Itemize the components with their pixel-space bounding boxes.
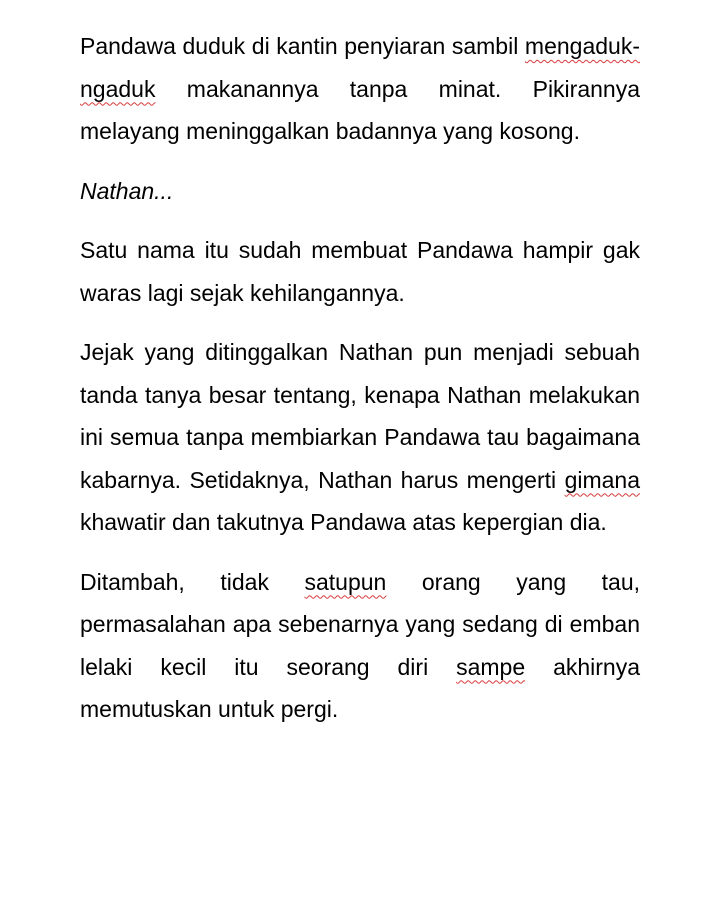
misspelled-word[interactable]: sampe	[456, 653, 526, 680]
misspelled-word[interactable]: gimana	[564, 466, 640, 493]
paragraph-1	[80, 25, 640, 153]
misspelled-word[interactable]: mengaduk-ngaduk	[80, 33, 640, 102]
paragraph-4	[80, 331, 640, 544]
paragraph-3	[80, 229, 640, 314]
text-segment: akhirnya memutuskan untuk pergi.	[80, 653, 641, 722]
text-segment: Ditambah, tidak	[80, 568, 305, 595]
paragraph-5	[80, 561, 640, 731]
text-segment: Jejak yang ditinggalkan Nathan pun menjadi sebuah tanda tanya besar tentang, kenapa Nathan melakukan ini semua tanpa membiarkan Pandawa tau bagaimana kabarnya. Setidaknya, Nathan harus mengerti	[80, 339, 640, 493]
text-segment: Satu nama itu sudah membuat Pandawa hampir gak waras lagi sejak kehilangannya.	[80, 237, 640, 306]
text-segment: makanannya tanpa minat. Pikirannya melayang meninggalkan badannya yang kosong.	[80, 75, 640, 144]
text-segment: orang yang tau, permasalahan apa sebenarnya yang sedang di emban lelaki kecil itu seorang diri	[80, 568, 640, 680]
text-segment: Nathan...	[80, 177, 174, 204]
text-segment: khawatir dan takutnya Pandawa atas kepergian dia.	[80, 509, 607, 535]
paragraph-2	[80, 170, 640, 213]
misspelled-word[interactable]: satupun	[304, 568, 387, 595]
document-body[interactable]	[80, 25, 640, 748]
text-segment: Pandawa duduk di kantin penyiaran sambil	[80, 33, 525, 59]
